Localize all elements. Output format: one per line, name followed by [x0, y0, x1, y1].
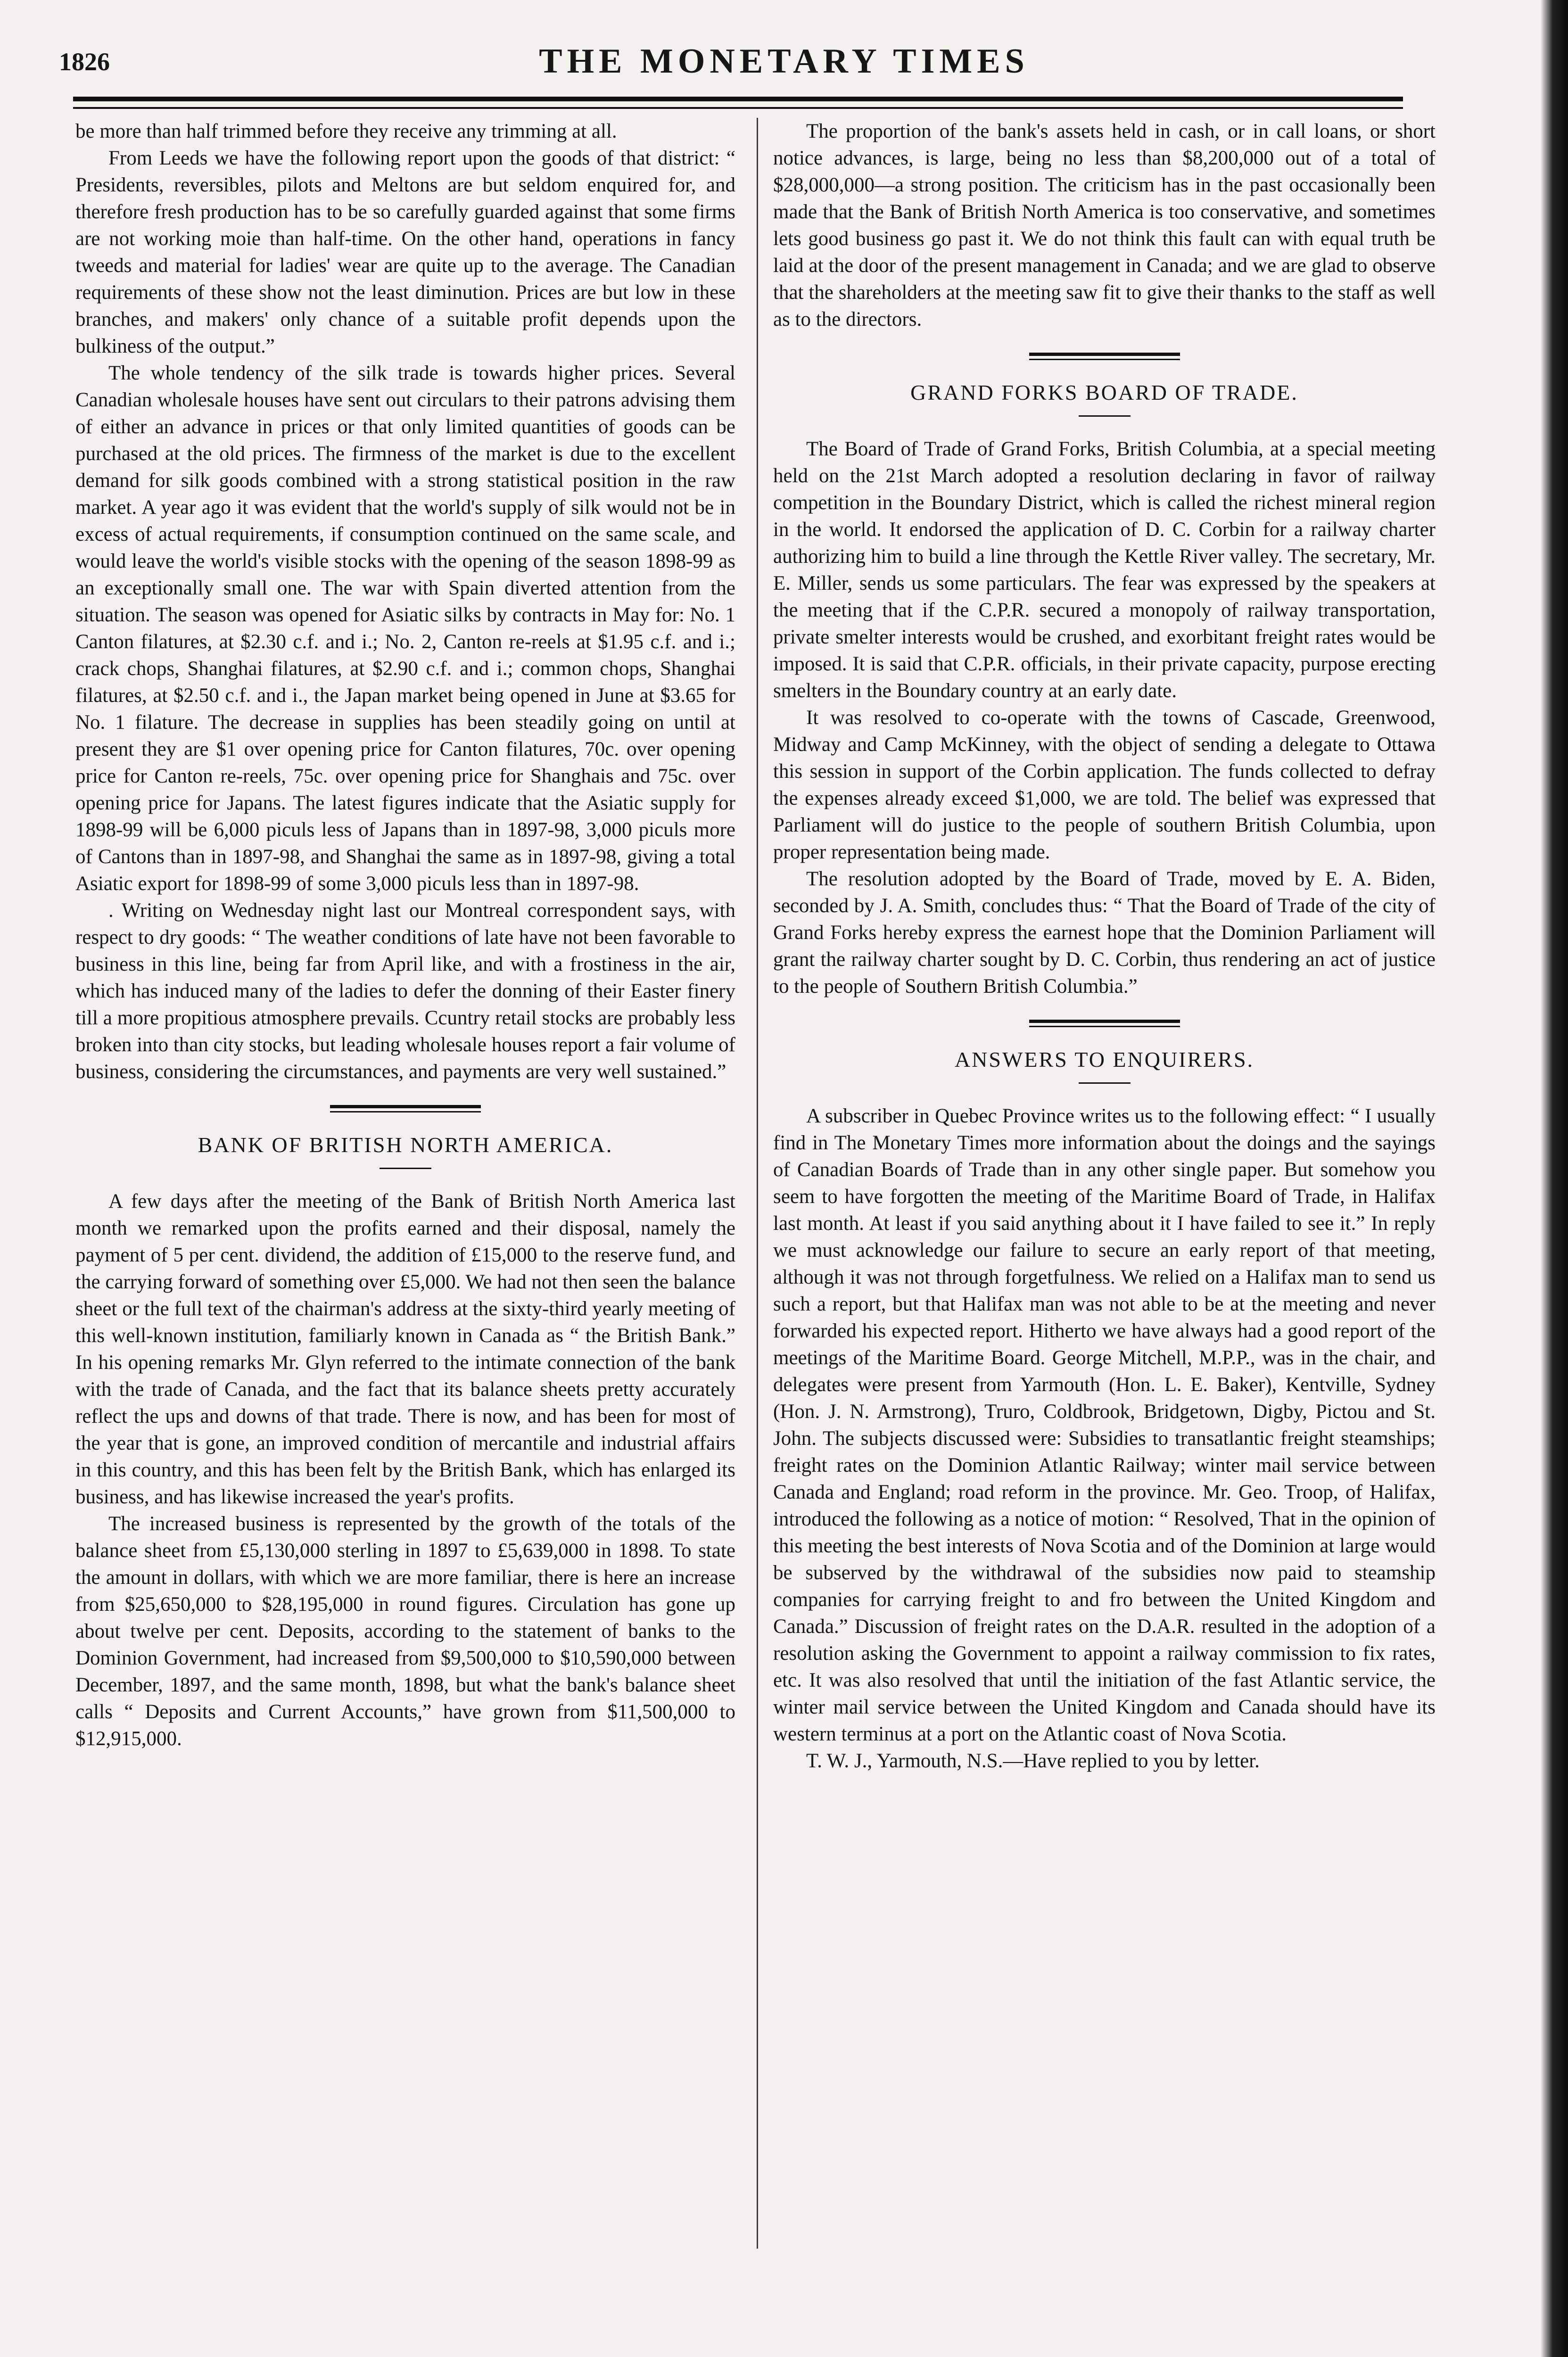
paragraph: T. W. J., Yarmouth, N.S.—Have replied to you by letter. — [806, 1750, 1260, 1772]
paragraph: The whole tendency of the silk trade is towards higher prices. Several Canadian wholesale houses have sent out circulars to their patrons advising them of either an advance in prices or that only limited quantities of goods can be purchased at the old prices. The firmness of the market is due to the excellent demand for silk goods combined with a strong statistical position in the raw market. A year ago it was evident that the world's supply of silk would not be in excess of actual requirements, if consumption continued on the same scale, and would leave the world's visible stocks with the opening of the season 1898-99 as an exceptionally small one. The war with Spain diverted attention from the situation. The season was opened for Asiatic silks by contracts in May for: No. 1 Canton filatures, at $2.30 c.f. and i.; No. 2, Canton re-reels at $1.95 c.f. and i.; crack chops, Shanghai filatures, at $2.90 c.f. and i.; common chops, Shanghai filatures, at $2.50 c.f. and i., the Japan market being opened in June at $3.65 for No. 1 filature. The decrease in supplies has been steadily going on until at present they are $1 over opening price for Canton filatures, 70c. over opening price for Canton re-reels, 75c. over opening price for Shanghais and 75c. over opening price for Japans. The latest figures indicate that the Asiatic supply for 1898-99 will be 6,000 piculs less of Japans than in 1897-98, 3,000 piculs more of Cantons than in 1897-98, and Shanghai the same as in 1897-98, giving a total Asiatic export for 1898-99 of some 3,000 piculs less than in 1897-98. — [75, 362, 735, 895]
right-column — [773, 118, 1436, 1774]
section-separator — [773, 1020, 1436, 1027]
section-heading: BANK OF BRITISH NORTH AMERICA. — [198, 1133, 613, 1157]
paragraph: The Board of Trade of Grand Forks, British Columbia, at a special meeting held on the 21st March adopted a resolution declaring in favor of railway competition in the Boundary District, which is called the richest mineral region in the world. It endorsed the application of D. C. Corbin for a railway charter authorizing him to build a line through the Kettle River valley. The secretary, Mr. E. Miller, sends us some particulars. The fear was expressed by the speakers at the meeting that if the C.P.R. secured a monopoly of railway transportation, private smelter interests would be crushed, and exorbitant freight rates would be imposed. It is said that C.P.R. officials, in their private capacity, purpose erecting smelters in the Boundary country at an early date. — [773, 438, 1436, 702]
left-column — [75, 118, 735, 1752]
heading-rule — [1079, 415, 1131, 417]
paragraph: be more than half trimmed before they receive any trimming at all. — [75, 120, 617, 142]
heading-rule — [1079, 1082, 1131, 1084]
paragraph: A subscriber in Quebec Province writes us to the following effect: “ I usually find in The Monetary Times more information about the doings and the sayings of Canadian Boards of Trade than in any other single paper. But somehow you seem to have forgotten the meeting of the Maritime Board of Trade, in Halifax last month. At least if you said anything about it I have failed to see it.” In reply we must acknowledge our failure to secure an early report of that meeting, although it was not through forgetfulness. We relied on a Halifax man to send us such a report, but that Halifax man was not able to be at the meeting and never forwarded his expected report. Hitherto we have always had a good report of the meetings of the Maritime Board. George Mitchell, M.P.P., was in the chair, and delegates were present from Yarmouth (Hon. L. E. Baker), Kentville, Sydney (Hon. J. N. Armstrong), Truro, Coldbrook, Bridgetown, Digby, Pictou and St. John. The subjects discussed were: Subsidies to transatlantic freight steamships; freight rates on the Dominion Atlantic Railway; winter mail service between Canada and England; road reform in the province. Mr. Geo. Troop, of Halifax, introduced the following as a notice of motion: “ Resolved, That in the opinion of this meeting the best interests of Nova Scotia and of the Dominion at large would be subserved by the withdrawal of the subsidies now paid to steamship companies for carrying freight to and fro between the United Kingdom and Canada.” Discussion of freight rates on the D.A.R. resulted in the adoption of a resolution asking the Government to appoint a railway commission to fix rates, etc. It was also resolved that until the initiation of the fast Atlantic service, the winter mail service between the United Kingdom and Canada should have its western terminus at a port on the Atlantic coast of Nova Scotia. — [773, 1105, 1436, 1745]
separator-rule-thin — [330, 1111, 481, 1113]
separator-rule-thick — [330, 1105, 481, 1108]
section-heading: ANSWERS TO ENQUIRERS. — [954, 1047, 1254, 1071]
paragraph: It was resolved to co-operate with the towns of Cascade, Greenwood, Midway and Camp McKinney, with the object of sending a delegate to Ottawa this session in support of the Corbin application. The funds collected to defray the expenses already exceed $1,000, we are told. The belief was expressed that Parliament will do justice to the people of southern British Columbia, upon proper representation being made. — [773, 707, 1436, 863]
section-separator — [773, 353, 1436, 360]
page-number: 1826 — [59, 48, 110, 76]
page-edge-shadow — [1507, 0, 1568, 2357]
column-divider — [757, 118, 758, 2249]
separator-rule-thick — [1029, 1020, 1180, 1023]
header-rule-thick — [73, 97, 1403, 101]
paragraph: From Leeds we have the following report upon the goods of that district: “ Presidents, reversibles, pilots and Meltons are but seldom enquired for, and therefore fresh production has to be so carefully guarded against that some firms are not working moie than half-time. On the other hand, operations in fancy tweeds and material for ladies' wear are quite up to the average. The Canadian requirements of these show not the least diminution. Prices are but low in these branches, and makers' only chance of a suitable profit depends upon the bulkiness of the output.” — [75, 147, 735, 357]
section-separator — [75, 1105, 735, 1113]
separator-rule-thick — [1029, 353, 1180, 356]
masthead-title: THE MONETARY TIMES — [539, 42, 1029, 81]
header-rule-thin — [73, 107, 1403, 109]
paragraph: The resolution adopted by the Board of Trade, moved by E. A. Biden, seconded by J. A. Smith, concludes thus: “ That the Board of Trade of the city of Grand Forks hereby express the earnest hope that the Dominion Parliament will grant the railway charter sought by D. C. Corbin, thus rendering an act of justice to the people of Southern British Columbia.” — [773, 868, 1436, 997]
paragraph: . Writing on Wednesday night last our Montreal correspondent says, with respect to dry goods: “ The weather conditions of late have not been favorable to business in this line, being far from April like, and with a frostiness in the air, which has induced many of the ladies to defer the donning of their Easter finery till a more propitious atmosphere prevails. Ccuntry retail stocks are probably less broken into than city stocks, but leading wholesale houses report a fair volume of business, considering the circumstances, and payments are very well sustained.” — [75, 899, 735, 1083]
separator-rule-thin — [1029, 1026, 1180, 1027]
section-heading: GRAND FORKS BOARD OF TRADE. — [910, 380, 1298, 404]
paragraph: The proportion of the bank's assets held in cash, or in call loans, or short notice advances, is large, being no less than $8,200,000 out of a total of $28,000,000—a strong position. The criticism has in the past occasionally been made that the Bank of British North America is too conservative, and sometimes lets good business go past it. We do not think this fault can with equal truth be laid at the door of the present management in Canada; and we are glad to observe that the shareholders at the meeting saw fit to give their thanks to the staff as well as to the directors. — [773, 120, 1436, 330]
paragraph: A few days after the meeting of the Bank of British North America last month we remarked upon the profits earned and their disposal, namely the payment of 5 per cent. dividend, the addition of £15,000 to the reserve fund, and the carrying forward of something over £5,000. We had not then seen the balance sheet or the full text of the chairman's address at the sixty-third yearly meeting of this well-known institution, familiarly known in Canada as “ the British Bank.” In his opening remarks Mr. Glyn referred to the intimate connection of the bank with the trade of Canada, and the fact that its balance sheets pretty accurately reflect the ups and downs of that trade. There is now, and has been for most of the year that is gone, an improved condition of mercantile and industrial affairs in this country, and this has been felt by the British Bank, which has enlarged its business, and has likewise increased the year's profits. — [75, 1190, 735, 1508]
paragraph: The increased business is represented by the growth of the totals of the balance sheet from £5,130,000 sterling in 1897 to £5,639,000 in 1898. To state the amount in dollars, with which we are more familiar, there is here an increase from $25,650,000 to $28,195,000 in round figures. Circulation has gone up about twelve per cent. Deposits, according to the statement of banks to the Dominion Government, had increased from $9,500,000 to $10,590,000 between December, 1897, and the same month, 1898, but what the bank's balance sheet calls “ Deposits and Current Accounts,” have grown from $11,500,000 to $12,915,000. — [75, 1513, 735, 1750]
separator-rule-thin — [1029, 359, 1180, 360]
heading-rule — [380, 1168, 431, 1169]
